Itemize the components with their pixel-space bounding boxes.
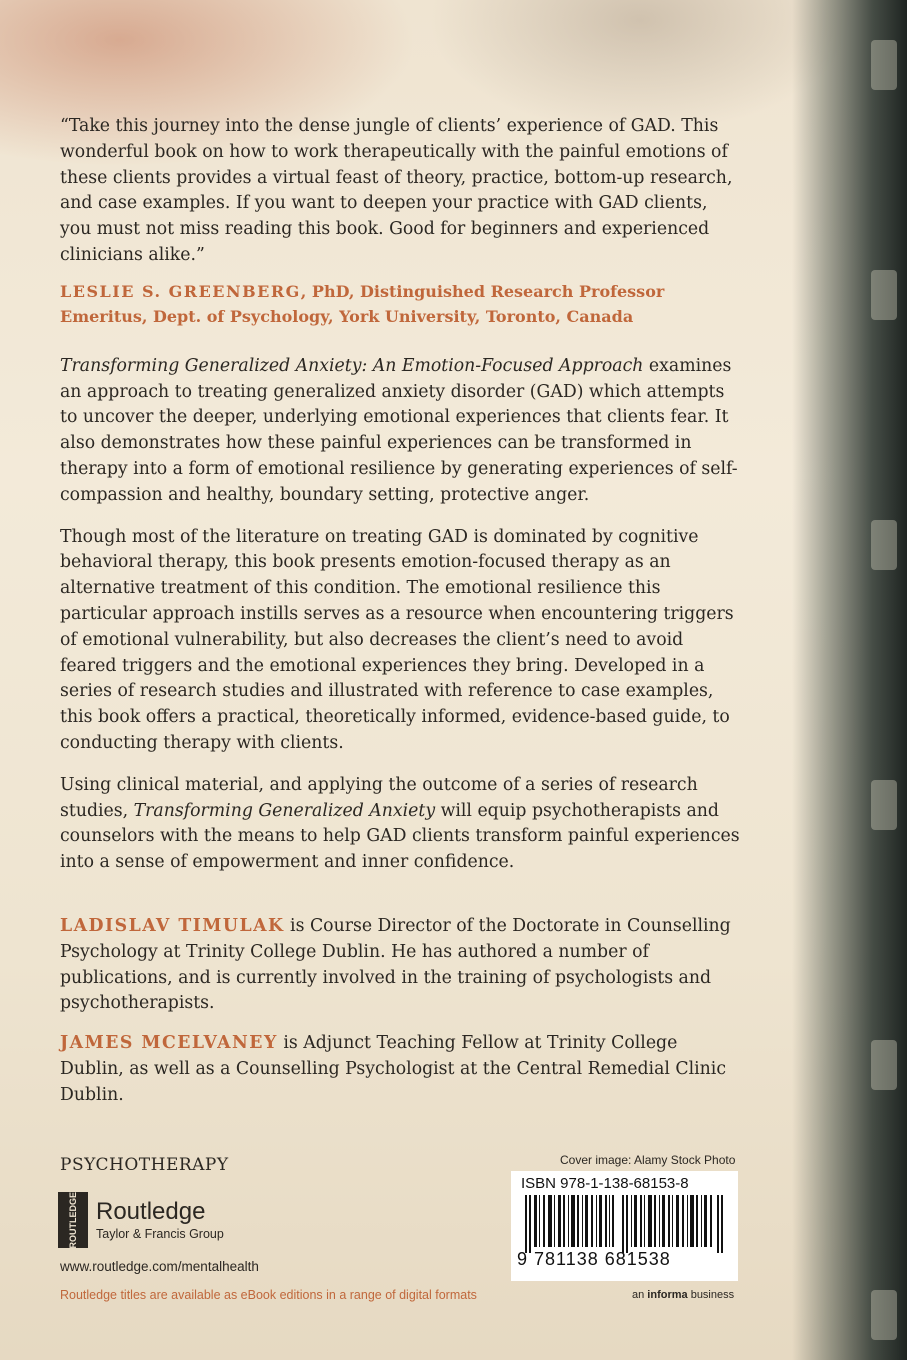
publisher-url[interactable]: www.routledge.com/mentalhealth (60, 1259, 259, 1274)
isbn-barcode (511, 1171, 738, 1281)
routledge-logo-icon: ROUTLEDGE (58, 1192, 88, 1248)
back-cover-text (60, 114, 740, 1123)
endorsement-quote: “Take this journey into the dense jungle of clients’ experience of GAD. This wonderful book on how to work therapeutically with the painful emotions of these clients provides a virtual feast of theory, practice, bottom-up research, and case examples. If you want to deepen your practice with GAD clients, you must not miss reading this book. Good for beginners and experienced clinicians alike.” (60, 116, 733, 265)
endorser-name: LESLIE S. GREENBERG (60, 281, 301, 301)
category-label: PSYCHOTHERAPY (60, 1155, 229, 1175)
book-title-italic: Transforming Generalized Anxiety: An Emotion-Focused Approach (60, 355, 644, 376)
endorsement-attribution (60, 279, 740, 330)
barcode-number: 9 781138 681538 (517, 1249, 671, 1269)
publisher-name: Routledge (96, 1198, 206, 1225)
author-bio-2: JAMES MCELVANEY is Adjunct Teaching Fellow at Trinity College Dublin, as well as a Counselling Psychologist at the Central Remedial Clinic Dublin. (60, 1033, 727, 1105)
ebook-note: Routledge titles are available as eBook editions in a range of digital formats (60, 1288, 477, 1302)
publisher-group: Taylor & Francis Group (96, 1227, 224, 1241)
cover-credit: Cover image: Alamy Stock Photo (560, 1153, 736, 1167)
publisher-logo (58, 1192, 224, 1248)
barcode-icon (525, 1195, 725, 1253)
endorser-title: , PhD, Distinguished Research Professor Emeritus, Dept. of Psychology, York University, Toronto, Canada (60, 281, 665, 327)
description-paragraph-1: Transforming Generalized Anxiety: An Emotion-Focused Approach examines an approach to treating generalized anxiety disorder (GAD) which attempts to uncover the deeper, underlying emotional experiences that clients fear. It also demonstrates how these painful experiences can be transformed in therapy into a form of emotional resilience by generating experiences of self-compassion and healthy, boundary setting, protective anger. (60, 355, 738, 505)
isbn-number: ISBN 978-1-138-68153-8 (521, 1175, 689, 1192)
informa-business-label: an informa business (632, 1289, 735, 1301)
description-paragraph-2: Though most of the literature on treating GAD is dominated by cognitive behavioral therapy, this book presents emotion-focused therapy as an alternative treatment of this condition. The emotional resilience this particular approach instills serves as a resource when encountering triggers of emotional vulnerability, but also decreases the client’s need to avoid feared triggers and the emotional experiences they bring. Developed in a series of research studies and illustrated with reference to case examples, this book offers a practical, theoretically informed, evidence-based guide, to conducting therapy with clients. (60, 526, 734, 753)
description-paragraph-3: Using clinical material, and applying the outcome of a series of research studies, Transforming Generalized Anxiety will equip psychotherapists and counselors with the means to help GAD clients transform painful experiences into a sense of empowerment and inner confidence. (60, 774, 740, 873)
author-bio-1: LADISLAV TIMULAK is Course Director of the Doctorate in Counselling Psychology at Trinity College Dublin. He has authored a number of publications, and is currently involved in the training of psychologists and psychotherapists. (60, 915, 731, 1014)
author-name-1: LADISLAV TIMULAK (60, 915, 285, 936)
film-strip-decoration (792, 0, 907, 1360)
author-name-2: JAMES MCELVANEY (60, 1033, 278, 1054)
